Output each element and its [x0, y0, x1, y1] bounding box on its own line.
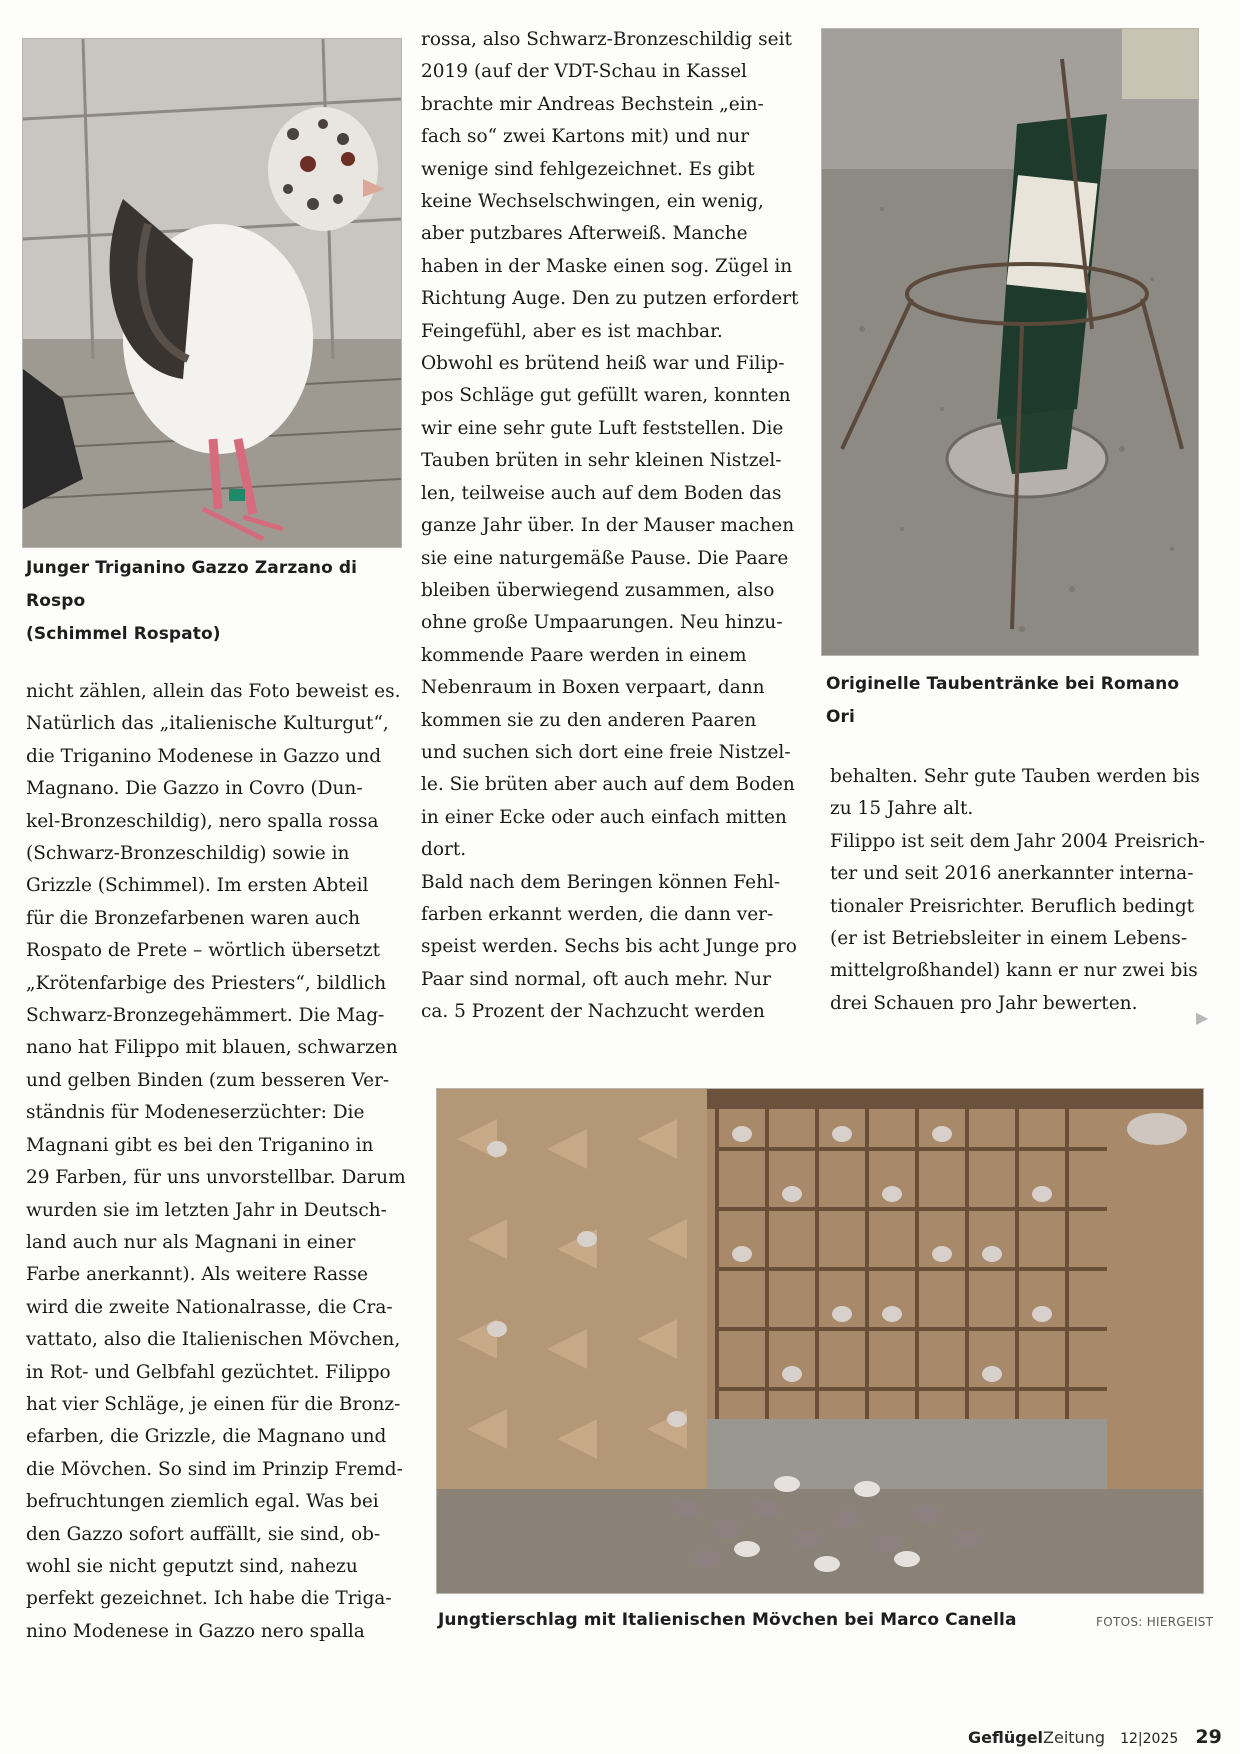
text-line: speist werden. Sechs bis acht Junge pro [421, 936, 797, 958]
text-line: 2019 (auf der VDT-Schau in Kassel [421, 61, 747, 83]
text-line: ständnis für Modeneserzüchter: Die [26, 1102, 365, 1124]
text-line: drei Schauen pro Jahr bewerten. [830, 992, 1138, 1014]
text-line: kel-Bronzeschildig), nero spalla rossa [26, 810, 379, 832]
text-line: (er ist Betriebsleiter in einem Lebens- [830, 928, 1188, 950]
text-line: und suchen sich dort eine freie Nistzel- [421, 741, 791, 763]
text-line: aber putzbares Afterweiß. Manche [421, 223, 748, 245]
loft-photo-caption [438, 1604, 1038, 1637]
caption-line: (Schimmel Rospato) [26, 624, 221, 644]
text-line: in einer Ecke oder auch einfach mitten [421, 806, 787, 828]
text-line: (Schwarz-Bronzeschildig) sowie in [26, 843, 350, 865]
caption-line: Jungtierschlag mit Italienischen Mövchen bei Marco Canella [438, 1610, 1017, 1630]
text-line: haben in der Maske einen sog. Zügel in [421, 255, 793, 277]
text-line: dort. [421, 839, 467, 861]
text-line: Obwohl es brütend heiß war und Filip- [421, 353, 785, 375]
text-line: bleiben überwiegend zusammen, also [421, 579, 775, 601]
text-line: ca. 5 Prozent der Nachzucht werden [421, 1001, 765, 1023]
text-line: nicht zählen, allein das Foto beweist es. [26, 681, 401, 702]
text-column-right [830, 761, 1225, 1020]
text-line: Filippo ist seit dem Jahr 2004 Preisrich- [830, 830, 1205, 852]
text-line: Feingefühl, aber es ist machbar. [421, 320, 723, 342]
caption-line: Originelle Taubentränke bei Romano Ori [826, 674, 1180, 727]
text-line: nano hat Filippo mit blauen, schwarzen [26, 1037, 398, 1059]
footer-brand-bold: Geflügel [968, 1728, 1044, 1747]
text-line: wird die zweite Nationalrasse, die Cra- [26, 1296, 393, 1318]
text-line: „Krötenfarbige des Priesters“, bildlich [26, 972, 387, 994]
text-line: farben erkannt werden, die dann ver- [421, 903, 774, 925]
text-line: perfekt gezeichnet. Ich habe die Triga- [26, 1588, 392, 1610]
footer-issue: 12|2025 [1120, 1731, 1179, 1747]
text-line: sie eine naturgemäße Pause. Die Paare [421, 547, 789, 569]
text-line: nino Modenese in Gazzo nero spalla [26, 1620, 365, 1642]
play-arrow-icon: ▶ [1196, 1008, 1209, 1027]
pigeon-photo [22, 38, 402, 548]
footer-brand-light: Zeitung [1043, 1728, 1105, 1747]
bottle-photo-caption [826, 668, 1206, 734]
text-line: vattato, also die Italienischen Mövchen, [26, 1329, 401, 1351]
text-line: kommende Paare werden in einem [421, 644, 747, 666]
text-line: Richtung Auge. Den zu putzen erfordert [421, 288, 799, 310]
text-line: ohne große Umpaarungen. Neu hinzu- [421, 612, 783, 634]
text-line: befruchtungen ziemlich egal. Was bei [26, 1491, 379, 1513]
page-footer [968, 1726, 1222, 1748]
text-line: den Gazzo sofort auffällt, sie sind, ob- [26, 1523, 381, 1545]
text-line: Magnano. Die Gazzo in Covro (Dun- [26, 778, 363, 800]
text-line: in Rot- und Gelbfahl gezüchtet. Filippo [26, 1361, 391, 1383]
loft-photo [436, 1088, 1204, 1594]
pigeon-photo-caption [26, 552, 406, 651]
text-line: len, teilweise auch auf dem Boden das [421, 482, 782, 504]
text-line: wir eine sehr gute Luft feststellen. Die [421, 417, 784, 439]
text-column-left [26, 676, 416, 1648]
text-line: wohl sie nicht geputzt sind, nahezu [26, 1555, 358, 1577]
text-line: und gelben Binden (zum besseren Ver- [26, 1069, 390, 1091]
text-line: land auch nur als Magnani in einer [26, 1231, 356, 1253]
text-line: für die Bronzefarbenen waren auch [26, 907, 361, 929]
text-line: brachte mir Andreas Bechstein „ein- [421, 93, 764, 115]
caption-line: Junger Triganino Gazzo Zarzano di Rospo [26, 558, 358, 611]
text-line: mittelgroßhandel) kann er nur zwei bis [830, 960, 1198, 982]
text-line: zu 15 Jahre alt. [830, 798, 974, 820]
text-line: behalten. Sehr gute Tauben werden bis [830, 766, 1200, 787]
text-line: 29 Farben, für uns unvorstellbar. Darum [26, 1167, 406, 1189]
text-line: Magnani gibt es bei den Triganino in [26, 1134, 374, 1156]
text-line: tionaler Preisrichter. Beruflich bedingt [830, 895, 1195, 917]
text-line: Farbe anerkannt). Als weitere Rasse [26, 1264, 369, 1286]
text-line: efarben, die Grizzle, die Magnano und [26, 1426, 387, 1448]
text-line: wenige sind fehlgezeichnet. Es gibt [421, 158, 755, 180]
text-line: die Mövchen. So sind im Prinzip Fremd- [26, 1458, 403, 1480]
text-line: ganze Jahr über. In der Mauser machen [421, 515, 795, 537]
text-line: Paar sind normal, oft auch mehr. Nur [421, 968, 771, 990]
text-line: Bald nach dem Beringen können Fehl- [421, 871, 781, 893]
text-line: Rospato de Prete – wörtlich übersetzt [26, 940, 381, 962]
text-line: Natürlich das „italienische Kulturgut“, [26, 713, 389, 735]
text-line: rossa, also Schwarz-Bronzeschildig seit [421, 29, 792, 50]
text-line: keine Wechselschwingen, ein wenig, [421, 191, 764, 213]
page-number: 29 [1195, 1726, 1222, 1748]
text-line: wurden sie im letzten Jahr in Deutsch- [26, 1199, 387, 1221]
text-line: Nebenraum in Boxen verpaart, dann [421, 677, 765, 699]
bottle-drinker-photo [821, 28, 1199, 656]
text-column-middle [421, 24, 813, 1029]
text-line: fach so“ zwei Kartons mit) und nur [421, 126, 750, 148]
text-line: Grizzle (Schimmel). Im ersten Abteil [26, 875, 369, 897]
photo-credit: FOTOS: HIERGEIST [1096, 1615, 1214, 1629]
text-line: die Triganino Modenese in Gazzo und [26, 745, 382, 767]
text-line: Tauben brüten in sehr kleinen Nistzel- [421, 450, 782, 472]
text-line: le. Sie brüten aber auch auf dem Boden [421, 774, 795, 796]
text-line: pos Schläge gut gefüllt waren, konnten [421, 385, 791, 407]
text-line: kommen sie zu den anderen Paaren [421, 709, 757, 731]
text-line: ter und seit 2016 anerkannter interna- [830, 863, 1194, 885]
text-line: hat vier Schläge, je einen für die Bronz- [26, 1393, 401, 1415]
text-line: Schwarz-Bronzegehämmert. Die Mag- [26, 1005, 385, 1027]
